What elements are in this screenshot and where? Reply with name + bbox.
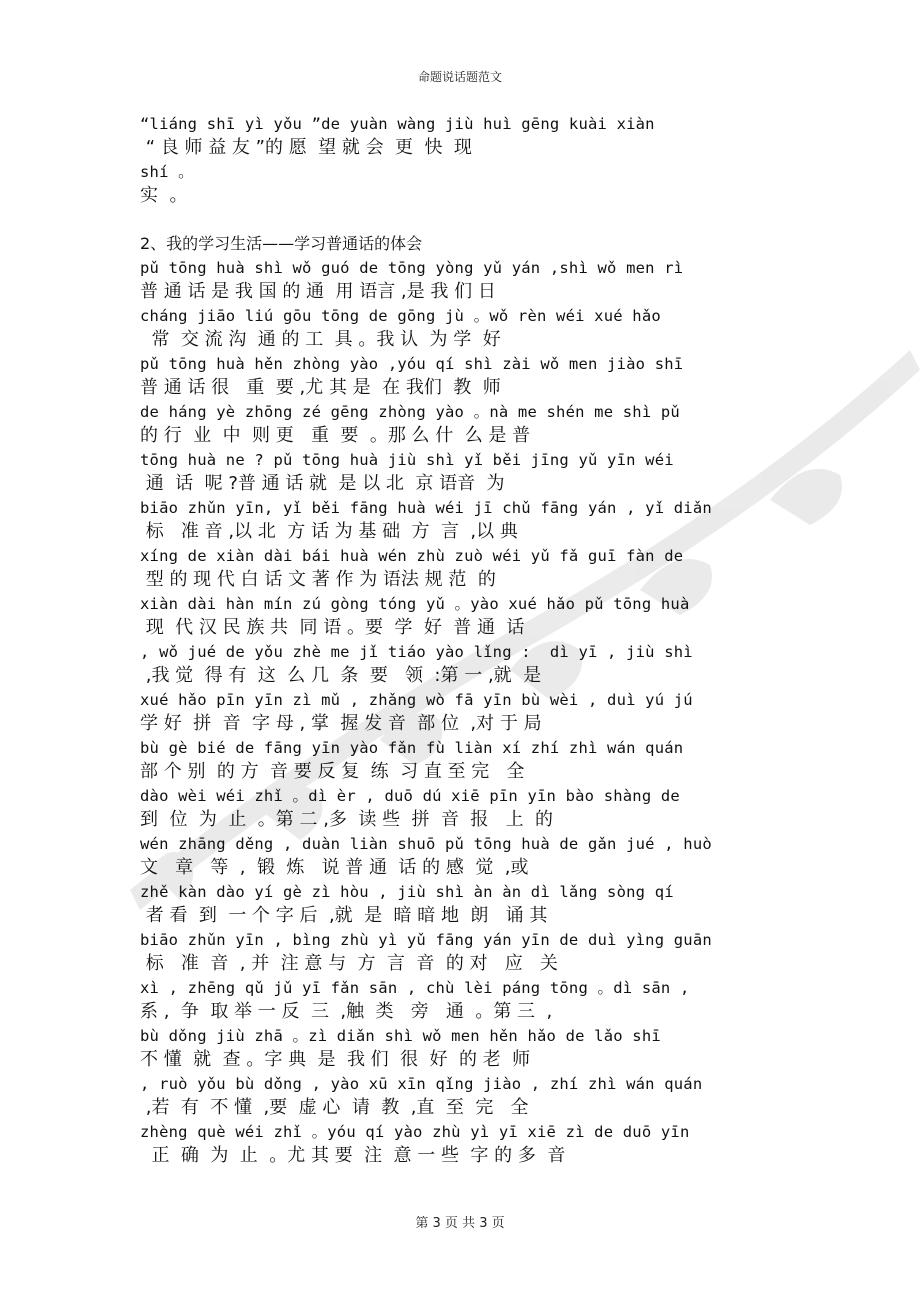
pinyin-line: , wǒ jué de yǒu zhè me jǐ tiáo yào lǐng : dì yī , jiù shì (140, 643, 693, 661)
pinyin-line: “liáng shī yì yǒu ”de yuàn wàng jiù huì gēng kuài xiàn (140, 115, 655, 133)
hanzi-line: ,若 有 不 懂 ,要 虚 心 请 教 ,直 至 完 全 (140, 1097, 529, 1118)
hanzi-line: 学 好 拼 音 字 母 , 掌 握 发 音 部 位 ,对 于 局 (140, 713, 542, 734)
pinyin-line: xíng de xiàn dài bái huà wén zhù zuò wéi yǔ fǎ guī fàn de (140, 547, 684, 565)
pinyin-line: de háng yè zhōng zé gēng zhòng yào 。nà me shén me shì pǔ (140, 403, 680, 421)
pinyin-line: pǔ tōng huà hěn zhòng yào ,yóu qí shì zài wǒ men jiào shī (140, 355, 684, 373)
section-heading: 2、我的学习生活——学习普通话的体会 (140, 234, 423, 253)
page-footer: 第 3 页 共 3 页 (415, 1216, 505, 1231)
pinyin-line: xì , zhēng qǔ jǔ yī fǎn sān , chù lèi páng tōng 。dì sān , (140, 979, 690, 997)
hanzi-line: 实 。 (140, 185, 188, 206)
pinyin-line: biāo zhǔn yīn, yǐ běi fāng huà wéi jī chǔ fāng yán , yǐ diǎn (140, 499, 712, 517)
hanzi-line: 到 位 为 止 。第 二 ,多 读 些 拼 音 报 上 的 (140, 809, 554, 830)
pinyin-line: pǔ tōng huà shì wǒ guó de tōng yòng yǔ yán ,shì wǒ men rì (140, 259, 684, 277)
pinyin-line: bù dǒng jiù zhā 。zì diǎn shì wǒ men hěn hǎo de lǎo shī (140, 1027, 661, 1045)
hanzi-line: 部 个 别 的 方 音 要 反 复 练 习 直 至 完 全 (140, 761, 525, 782)
hanzi-line: 普 通 话 是 我 国 的 通 用 语言 ,是 我 们 日 (140, 281, 496, 302)
document-body (140, 112, 840, 1168)
pinyin-line: dào wèi wéi zhǐ 。dì èr , duō dú xiē pīn yīn bào shàng de (140, 787, 680, 805)
hanzi-line: 现 代 汉 民 族 共 同 语 。要 学 好 普 通 话 (140, 617, 525, 638)
pinyin-line: shí 。 (140, 163, 194, 181)
hanzi-line: ,我 觉 得 有 这 么 几 条 要 领 :第 一 ,就 是 (140, 665, 542, 686)
pinyin-line: xué hǎo pīn yīn zì mǔ , zhǎng wò fā yīn bù wèi , duì yú jú (140, 691, 693, 709)
pinyin-line: tōng huà ne ? pǔ tōng huà jiù shì yǐ běi jīng yǔ yīn wéi (140, 451, 674, 469)
pinyin-line: cháng jiāo liú gōu tōng de gōng jù 。wǒ rèn wéi xué hǎo (140, 307, 661, 325)
hanzi-line: 系 , 争 取 举 一 反 三 ,触 类 旁 通 。第 三 , (140, 1001, 553, 1022)
hanzi-line: 型 的 现 代 白 话 文 著 作 为 语法 规 范 的 (140, 569, 496, 590)
hanzi-line: “ 良 师 益 友 ”的 愿 望 就 会 更 快 现 (140, 137, 472, 158)
hanzi-line: 者 看 到 一 个 字 后 ,就 是 暗 暗 地 朗 诵 其 (140, 905, 548, 926)
pinyin-line: bù gè bié de fāng yīn yào fǎn fù liàn xí zhí zhì wán quán (140, 739, 684, 757)
hanzi-line: 正 确 为 止 。尤 其 要 注 意 一 些 字 的 多 音 (140, 1145, 566, 1166)
hanzi-line: 标 准 音 , 并 注 意 与 方 言 音 的 对 应 关 (140, 953, 558, 974)
page-header: 命题说话题范文 (417, 70, 502, 84)
spacer (140, 208, 840, 232)
pinyin-line: biāo zhǔn yīn , bìng zhù yì yǔ fāng yán yīn de duì yìng guān (140, 931, 712, 949)
hanzi-line: 普 通 话 很 重 要 ,尤 其 是 在 我们 教 师 (140, 377, 501, 398)
hanzi-line: 不 懂 就 查 。字 典 是 我 们 很 好 的 老 师 (140, 1049, 531, 1070)
pinyin-line: xiàn dài hàn mín zú gòng tóng yǔ 。yào xué hǎo pǔ tōng huà (140, 595, 690, 613)
pinyin-line: zhèng què wéi zhǐ 。yóu qí yào zhù yì yī xiē zì de duō yīn (140, 1123, 690, 1141)
hanzi-line: 标 准 音 ,以 北 方 话 为 基 础 方 言 ,以 典 (140, 521, 518, 542)
hanzi-line: 的 行 业 中 则 更 重 要 。那 么 什 么 是 普 (140, 425, 531, 446)
pinyin-line: wén zhāng děng , duàn liàn shuō pǔ tōng huà de gǎn jué , huò (140, 835, 712, 853)
hanzi-line: 文 章 等 , 锻 炼 说 普 通 话 的 感 觉 ,或 (140, 857, 529, 878)
hanzi-line: 常 交 流 沟 通 的 工 具 。我 认 为 学 好 (140, 329, 501, 350)
pinyin-line: , ruò yǒu bù dǒng , yào xū xīn qǐng jiào , zhí zhì wán quán (140, 1075, 703, 1093)
hanzi-line: 通 话 呢 ?普 通 话 就 是 以 北 京 语音 为 (140, 473, 505, 494)
pinyin-line: zhě kàn dào yí gè zì hòu , jiù shì àn àn dì lǎng sòng qí (140, 883, 674, 901)
